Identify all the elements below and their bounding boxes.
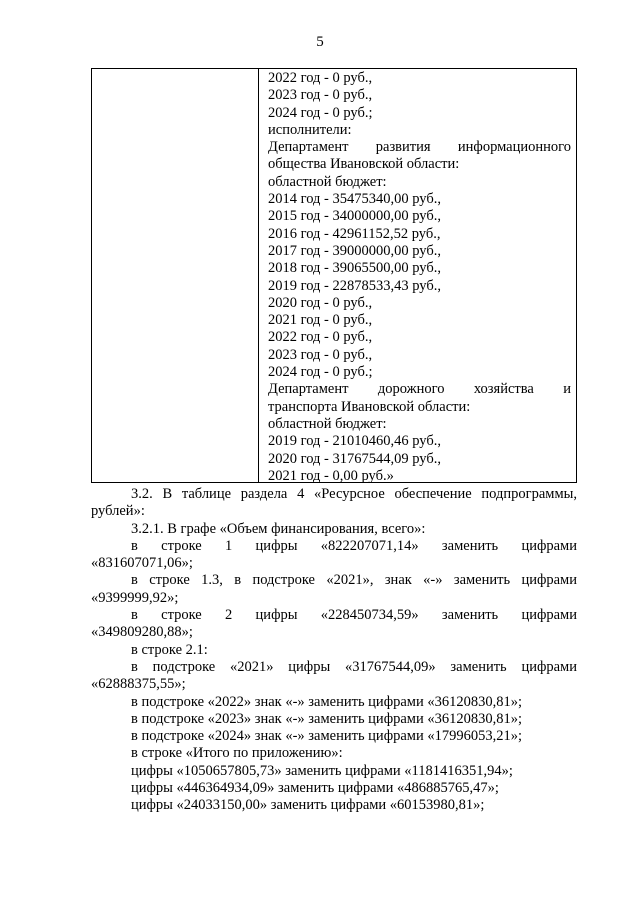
paragraph-line: в строке 1 цифры «822207071,14» заменить цифрами [131, 537, 577, 554]
cell-line: 2019 год - 22878533,43 руб., [268, 277, 441, 294]
cell-line: областной бюджет: [268, 415, 387, 432]
cell-line: 2017 год - 39000000,00 руб., [268, 242, 441, 259]
cell-line: 2019 год - 21010460,46 руб., [268, 433, 441, 450]
cell-line: 2023 год - 0 руб., [268, 346, 373, 363]
cell-line: 2016 год - 42961152,52 руб., [268, 225, 441, 242]
paragraph-line: в строке 2 цифры «228450734,59» заменить цифрами [131, 607, 577, 624]
cell-line: 2015 год - 34000000,00 руб., [268, 208, 441, 225]
cell-line: 2024 год - 0 руб.; [268, 364, 373, 381]
cell-line: транспорта Ивановской области: [268, 398, 471, 415]
paragraph-line: в подстроке «2021» цифры «31767544,09» заменить цифрами [131, 658, 577, 675]
paragraph-line: в подстроке «2024» знак «-» заменить цифрами «17996053,21»; [131, 728, 522, 745]
funding-table [91, 68, 577, 483]
paragraph-line: «9399999,92»; [91, 589, 179, 606]
cell-line: 2018 год - 39065500,00 руб., [268, 260, 441, 277]
cell-line: областной бюджет: [268, 173, 387, 190]
paragraph-line: 3.2.1. В графе «Объем финансирования, всего»: [131, 520, 426, 537]
paragraph-line: цифры «24033150,00» заменить цифрами «60153980,81»; [131, 797, 485, 814]
paragraph-line: в строке 2.1: [131, 641, 208, 658]
paragraph-line: в подстроке «2023» знак «-» заменить цифрами «36120830,81»; [131, 710, 522, 727]
cell-line: 2021 год - 0 руб., [268, 312, 373, 329]
paragraph-line: «831607071,06»; [91, 555, 193, 572]
paragraph-line: в строке 1.3, в подстроке «2021», знак «-» заменить цифрами [131, 572, 577, 589]
cell-line: 2020 год - 0 руб., [268, 294, 373, 311]
cell-line: Департамент развития информационного [268, 139, 571, 156]
paragraph-line: в строке «Итого по приложению»: [131, 745, 343, 762]
paragraph-line: в подстроке «2022» знак «-» заменить цифрами «36120830,81»; [131, 693, 522, 710]
cell-line: 2021 год - 0,00 руб.» [268, 467, 394, 484]
paragraph-line: «349809280,88»; [91, 624, 193, 641]
cell-line: 2023 год - 0 руб., [268, 87, 373, 104]
paragraph-line: цифры «446364934,09» заменить цифрами «486885765,47»; [131, 780, 499, 797]
document-body [91, 486, 577, 815]
cell-line: 2022 год - 0 руб., [268, 329, 373, 346]
cell-line: исполнители: [268, 121, 352, 138]
paragraph-line: «62888375,55»; [91, 676, 186, 693]
table-column-divider [258, 69, 259, 482]
cell-line: 2014 год - 35475340,00 руб., [268, 191, 441, 208]
paragraph-line: 3.2. В таблице раздела 4 «Ресурсное обеспечение подпрограммы, [131, 486, 577, 502]
cell-line: Департамент дорожного хозяйства и [268, 381, 571, 398]
cell-line: 2024 год - 0 руб.; [268, 104, 373, 121]
table-cell-funding [268, 70, 571, 485]
cell-line: общества Ивановской области: [268, 156, 460, 173]
paragraph-line: рублей»: [91, 503, 145, 520]
page-number: 5 [316, 34, 324, 50]
cell-line: 2020 год - 31767544,09 руб., [268, 450, 441, 467]
paragraph-line: цифры «1050657805,73» заменить цифрами «1181416351,94»; [131, 762, 513, 779]
cell-line: 2022 год - 0 руб., [268, 70, 373, 86]
